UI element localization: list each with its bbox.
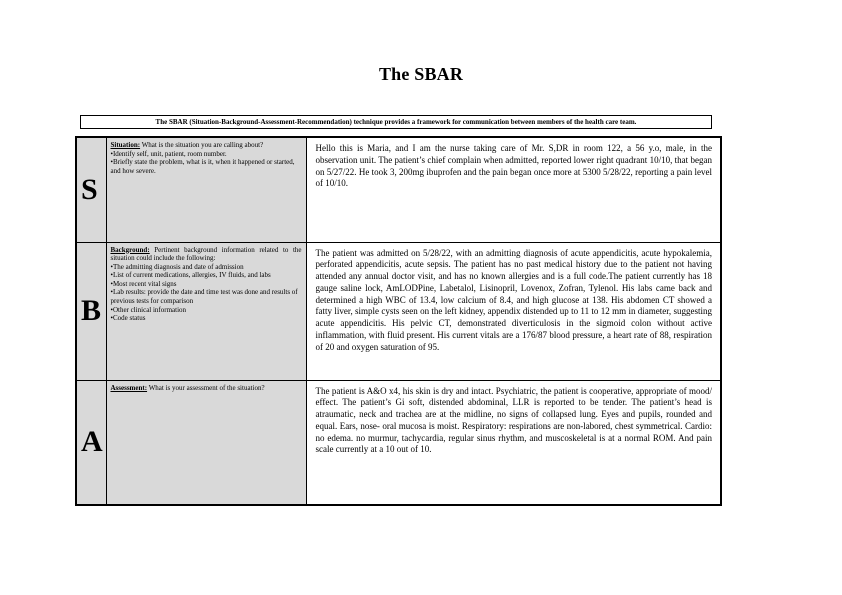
table-row-situation: [76, 137, 721, 242]
guide-title-situation: Situation:: [110, 141, 141, 149]
guide-title-background: Background:: [110, 245, 150, 254]
guide-bullet: • Briefly state the problem, what is it, when it happened or started, and how severe.: [111, 158, 302, 175]
guide-head: [111, 246, 302, 263]
table-row-assessment: [76, 380, 721, 505]
sbar-table: [75, 136, 722, 506]
letter-cell-b: B: [76, 242, 106, 380]
content-text-background: The patient was admitted on 5/28/22, with an admitting diagnosis of acute appendicitis, acute hypokalemia, perforated appendicitis, acute sepsis. The patient has no past medical history due to the patient not having attended any annual doctor visit, and has no known allergies and is a full code.The patient currently has 18 gauge saline lock, AmLODPine, Labetalol, Lisinopril, Lovenox, Zofran, Tylenol. His labs came back and determined a high WBC of 13.4, low calcium of 8.4, and high glucose at 138. His abdomen CT showed a fatty liver, simple cysts seen on the left kidney, appendix distended up to 11 to 12 mm in diameter, suggesting acute appendicitis. His pelvic CT, demonstrated diverticulosis in the sigmoid colon without active inflammation, with fluid present. His current vitals are a 176/87 blood pressure, a heart rate of 88, respiration of 20 and oxygen saturation of 95.: [315, 247, 712, 352]
letter-cell-s: S: [76, 137, 106, 242]
guide-intro-assessment: What is your assessment of the situation?: [148, 383, 265, 392]
guide-bullet-list: [111, 263, 302, 323]
guide-intro-background: Pertinent background information related to the situation could include the following:: [110, 245, 302, 263]
guide-head: [111, 141, 302, 150]
guide-bullet: • Identify self, unit, patient, room number.: [111, 150, 302, 159]
guide-bullet: • Lab results: provide the date and time test was done and results of previous tests for comparison: [111, 288, 302, 305]
page-title: The SBAR: [378, 64, 464, 84]
content-cell-situation: [306, 137, 721, 242]
content-cell-assessment: [306, 380, 721, 505]
guide-cell-assessment: [106, 380, 306, 505]
guide-bullet: • Most recent vital signs: [111, 280, 302, 289]
content-text-situation: Hello this is Maria, and I am the nurse taking care of Mr. S,DR in room 122, a 56 y.o, male, in the observation unit. The patient’s chief complain when admitted, reported lower right quadrant 10/10, that began on 5/27/22. He took 3, 200mg ibuprofen and the pain began once more at 5300 5/28/22, reporting a pain level of 10/10.: [315, 143, 712, 189]
guide-title-assessment: Assessment:: [110, 383, 148, 392]
guide-bullet: • The admitting diagnosis and date of admission: [111, 263, 302, 272]
guide-bullet: • Other clinical information: [111, 306, 302, 315]
guide-head: [111, 384, 302, 393]
subtitle-banner: The SBAR (Situation-Background-Assessment-Recommendation) technique provides a framework for communication between members of the health care team.: [80, 115, 712, 129]
guide-bullet-list: [111, 150, 302, 176]
guide-bullet: • Code status: [111, 314, 302, 323]
content-cell-background: [306, 242, 721, 380]
guide-cell-situation: [106, 137, 306, 242]
guide-bullet: • List of current medications, allergies, IV fluids, and labs: [111, 271, 302, 280]
table-row-background: [76, 242, 721, 380]
guide-intro-situation: What is the situation you are calling about?: [141, 141, 264, 149]
content-text-assessment: The patient is A&O x4, his skin is dry and intact. Psychiatric, the patient is cooperative, appropriate of mood/ effect. The patient’s Gi soft, distended abdominal, LLR is reported to be tender. The patient’s head is atraumatic, neck and trachea are at the midline, no signs of collapsed lung. Eyes and pupils, rounded and equal. Ears, nose- oral mucosa is moist. Respiratory: respirations are non-labored, chest symmetrical. Cardio: no edema. no murmur, tachycardia, regular sinus rhythm, and muscoskeletal is at a normal ROM. And pain scale currently at a 10 out of 10.: [315, 385, 712, 455]
letter-cell-a: A: [76, 380, 106, 505]
guide-cell-background: [106, 242, 306, 380]
